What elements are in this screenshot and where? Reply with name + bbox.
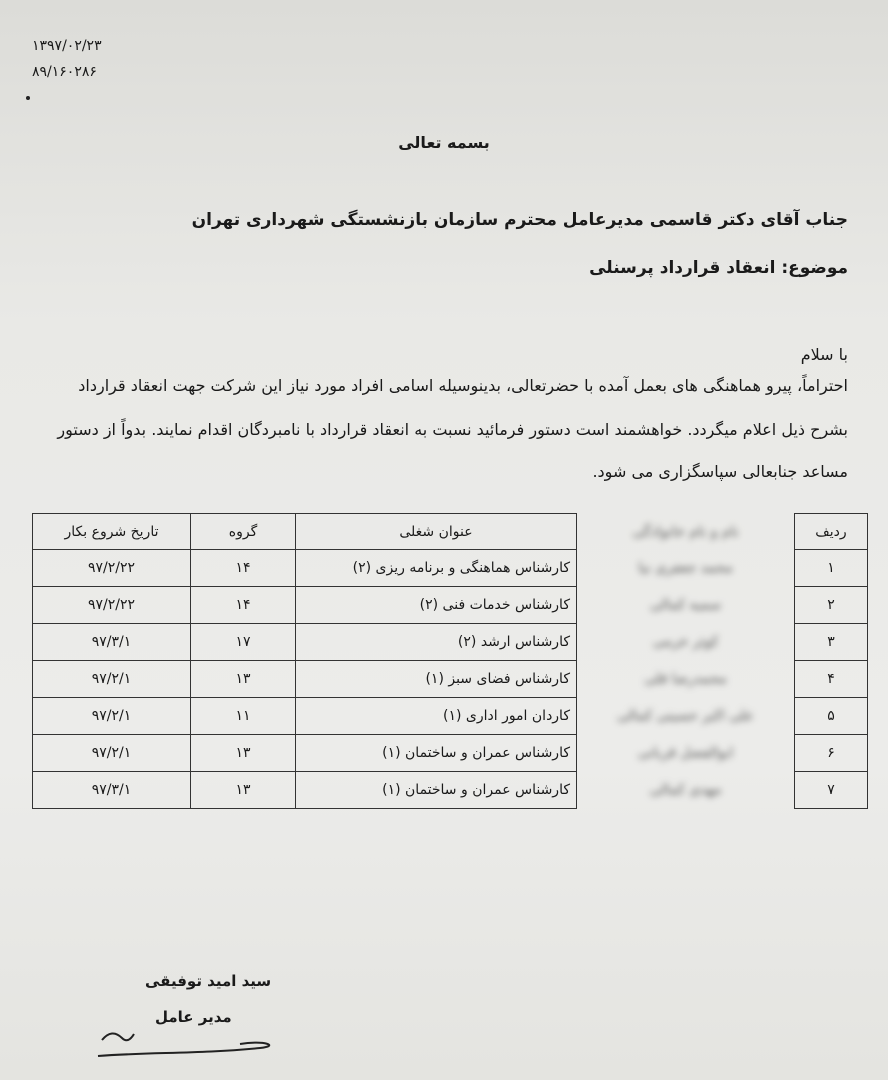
cell-name: [577, 735, 795, 772]
table-row: [33, 772, 868, 809]
redacted-name: محمد جعفری نیا: [638, 560, 733, 576]
redacted-header: نام و نام خانوادگی: [632, 523, 739, 540]
body-line-1: احتراماً، پیرو هماهنگی های بعمل آمده با حضرتعالی، بدینوسیله اسامی افراد مورد نیاز این شرکت جهت انعقاد قرارداد: [78, 376, 848, 395]
cell-radif: ۲: [795, 587, 868, 624]
table-row: [33, 550, 868, 587]
cell-name: [577, 698, 795, 735]
subject-line: موضوع: انعقاد قرارداد پرسنلی: [589, 258, 848, 278]
ink-dot: [26, 96, 30, 100]
table-row: [33, 587, 868, 624]
cell-radif: ۱: [795, 550, 868, 587]
cell-start-date: ۹۷/۲/۱: [33, 661, 191, 698]
cell-group: ۱۴: [191, 587, 296, 624]
header-name: [577, 514, 795, 550]
header-radif: ردیف: [795, 514, 868, 550]
signer-role: مدیر عامل: [155, 1008, 232, 1026]
recipient-line: جناب آقای دکتر قاسمی مدیرعامل محترم سازمان بازنشستگی شهرداری تهران: [191, 210, 848, 230]
cell-title: کارشناس عمران و ساختمان (۱): [296, 735, 577, 772]
redacted-name: ابوالفضل قربانی: [637, 745, 734, 761]
greeting: با سلام: [800, 345, 848, 364]
cell-start-date: ۹۷/۲/۲۲: [33, 550, 191, 587]
cell-title: کارشناس عمران و ساختمان (۱): [296, 772, 577, 809]
redacted-name: مهدی کمالی: [649, 782, 722, 798]
body-line-3: مساعد جنابعالی سپاسگزاری می شود.: [592, 462, 848, 481]
cell-radif: ۵: [795, 698, 868, 735]
cell-group: ۱۷: [191, 624, 296, 661]
redacted-name: محمدرضا قلی: [644, 671, 727, 687]
cell-title: کاردان امور اداری (۱): [296, 698, 577, 735]
table-header-row: [33, 514, 868, 550]
header-group: گروه: [191, 514, 296, 550]
table-row: [33, 698, 868, 735]
cell-group: ۱۳: [191, 661, 296, 698]
letter-date: ۱۳۹۷/۰۲/۲۳: [32, 38, 102, 54]
header-start-date: تاریخ شروع بکار: [33, 514, 191, 550]
cell-name: [577, 624, 795, 661]
header-title: عنوان شغلی: [296, 514, 577, 550]
table-row: [33, 624, 868, 661]
redacted-name: کوثر خرمی: [652, 634, 719, 650]
cell-name: [577, 587, 795, 624]
cell-start-date: ۹۷/۳/۱: [33, 624, 191, 661]
cell-name: [577, 550, 795, 587]
body-line-2: بشرح ذیل اعلام میگردد. خواهشمند است دستور فرمائید نسبت به انعقاد قرارداد با نامبردگان اقدام نمایند. بدواً از دستور: [57, 420, 848, 439]
table-row: [33, 735, 868, 772]
cell-radif: ۷: [795, 772, 868, 809]
cell-title: کارشناس ارشد (۲): [296, 624, 577, 661]
table-row: [33, 661, 868, 698]
cell-title: کارشناس فضای سبز (۱): [296, 661, 577, 698]
cell-group: ۱۴: [191, 550, 296, 587]
cell-radif: ۶: [795, 735, 868, 772]
cell-group: ۱۳: [191, 735, 296, 772]
cell-start-date: ۹۷/۲/۱: [33, 698, 191, 735]
basmala: بسمه تعالی: [398, 133, 490, 152]
cell-group: ۱۳: [191, 772, 296, 809]
cell-title: کارشناس هماهنگی و برنامه ریزی (۲): [296, 550, 577, 587]
cell-name: [577, 661, 795, 698]
redacted-name: سمیه کمالی: [650, 597, 721, 613]
personnel-table: [32, 513, 868, 809]
cell-start-date: ۹۷/۲/۲۲: [33, 587, 191, 624]
redacted-name: علی اکبر حسینی کمالی: [617, 708, 754, 724]
letter-number: ۸۹/۱۶۰۲۸۶: [32, 64, 97, 80]
signer-name: سید امید توفیقی: [145, 972, 272, 990]
cell-radif: ۴: [795, 661, 868, 698]
cell-radif: ۳: [795, 624, 868, 661]
cell-group: ۱۱: [191, 698, 296, 735]
cell-name: [577, 772, 795, 809]
cell-start-date: ۹۷/۳/۱: [33, 772, 191, 809]
signature-scribble: [90, 1010, 330, 1070]
cell-title: کارشناس خدمات فنی (۲): [296, 587, 577, 624]
cell-start-date: ۹۷/۲/۱: [33, 735, 191, 772]
